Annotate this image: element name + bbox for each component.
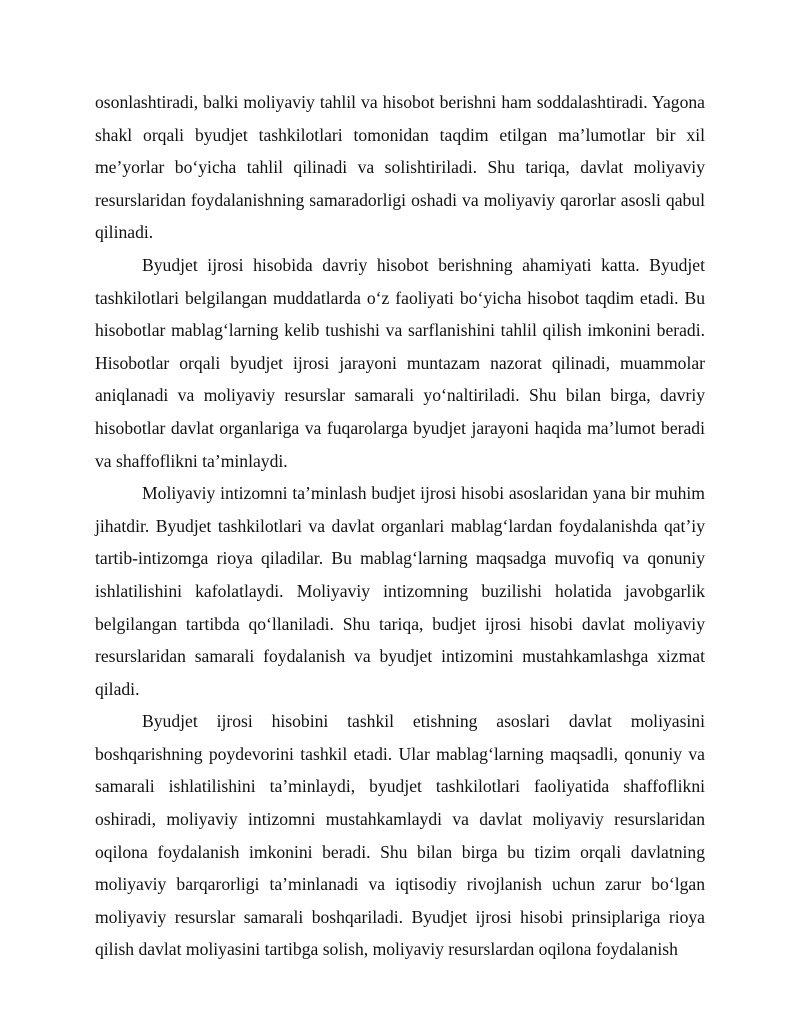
paragraph-1: osonlashtiradi, balki moliyaviy tahlil va hisobot berishni ham soddalashtiradi. Yagona shakl orqali byudjet tashkilotlari tomonidan taqdim etilgan ma’lumotlar bir xil me’yorlar bo‘yicha tahlil qilinadi va solishtiriladi. Shu tariqa, davlat moliyaviy resurslaridan foydalanishning samaradorligi oshadi va moliyaviy qarorlar asosli qabul qilinadi. bbox=[95, 92, 705, 243]
paragraph-2: Byudjet ijrosi hisobida davriy hisobot berishning ahamiyati katta. Byudjet tashkilotlari belgilangan muddatlarda o‘z faoliyati bo‘yicha hisobot taqdim etadi. Bu hisobotlar mablag‘larning kelib tushishi va sarflanishini tahlil qilish imkonini beradi. Hisobotlar orqali byudjet ijrosi jarayoni muntazam nazorat qilinadi, muammolar aniqlanadi va moliyaviy resurslar samarali yo‘naltiriladi. Shu bilan birga, davriy hisobotlar davlat organlariga va fuqarolarga byudjet jarayoni haqida ma’lumot beradi va shaffoflikni ta’minlaydi. bbox=[95, 254, 705, 471]
document-page bbox=[95, 86, 705, 966]
paragraph-3: Moliyaviy intizomni ta’minlash budjet ijrosi hisobi asoslaridan yana bir muhim jihatdir. Byudjet tashkilotlari va davlat organlari mablag‘lardan foydalanishda qat’iy tartib-intizomga rioya qiladilar. Bu mablag‘larning maqsadga muvofiq va qonuniy ishlatilishini kafolatlaydi. Moliyaviy intizomning buzilishi holatida javobgarlik belgilangan tartibda qo‘llaniladi. Shu tariqa, budjet ijrosi hisobi davlat moliyaviy resurslaridan samarali foydalanish va byudjet intizomini mustahkamlashga xizmat qiladi. bbox=[95, 483, 705, 699]
paragraph-4: Byudjet ijrosi hisobini tashkil etishning asoslari davlat moliyasini boshqarishning poydevorini tashkil etadi. Ular mablag‘larning maqsadli, qonuniy va samarali ishlatilishini ta’minlaydi, byudjet tashkilotlari faoliyatida shaffoflikni oshiradi, moliyaviy intizomni mustahkamlaydi va davlat moliyaviy resurslaridan oqilona foydalanish imkonini beradi. Shu bilan birga bu tizim orqali davlatning moliyaviy barqarorligi ta’minlanadi va iqtisodiy rivojlanish uchun zarur bo‘lgan moliyaviy resurslar samarali boshqariladi. Byudjet ijrosi hisobi prinsiplariga rioya qilish davlat moliyasini tartibga solish, moliyaviy resurslardan oqilona foydalanish bbox=[95, 711, 705, 960]
